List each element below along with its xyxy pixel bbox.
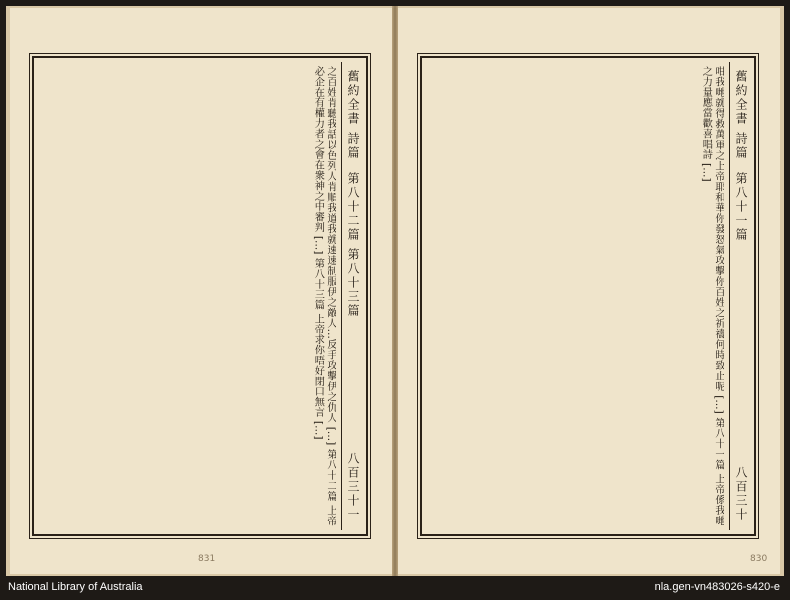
- left-chapter-label: 第八十二篇 第八十三篇: [346, 172, 360, 318]
- right-book-title: 舊約全書 詩篇: [734, 70, 748, 160]
- right-running-header: [729, 62, 752, 530]
- right-stamp: 830: [750, 554, 768, 564]
- left-running-header: [341, 62, 364, 530]
- right-text-frame: [420, 56, 756, 536]
- left-text-frame: [32, 56, 368, 536]
- right-body-text: 咁我哋就得救萬軍之上帝耶和華你發怒氣攻擊你百姓之祈禱何時致止呢 […] 第八十一篇 上帝係我哋之力量應當歡喜唱詩 […]: [700, 66, 724, 526]
- viewer-footer: [0, 576, 790, 600]
- left-body-text: 之百姓肯聽我話以色列人肯順我道我就速速制服伊之敵人…反手攻擊伊之仇人 […] 第八十二篇 上帝必企在有權力者之會在衆神之中審判 […] 第八十三篇 上帝求你唔好閉口無言 […]: [312, 66, 336, 526]
- right-page: [398, 8, 780, 574]
- left-page: [10, 8, 392, 574]
- left-stamp: 831: [198, 554, 216, 564]
- library-credit: National Library of Australia: [8, 581, 143, 593]
- right-chapter-label: 第八十一篇: [734, 172, 748, 242]
- left-page-number: 八百三十一: [346, 452, 360, 522]
- left-book-title: 舊約全書 詩篇: [346, 70, 360, 160]
- right-page-number: 八百三十: [734, 466, 748, 522]
- book-spread: [6, 6, 784, 576]
- item-identifier: nla.gen-vn483026-s420-e: [654, 581, 780, 593]
